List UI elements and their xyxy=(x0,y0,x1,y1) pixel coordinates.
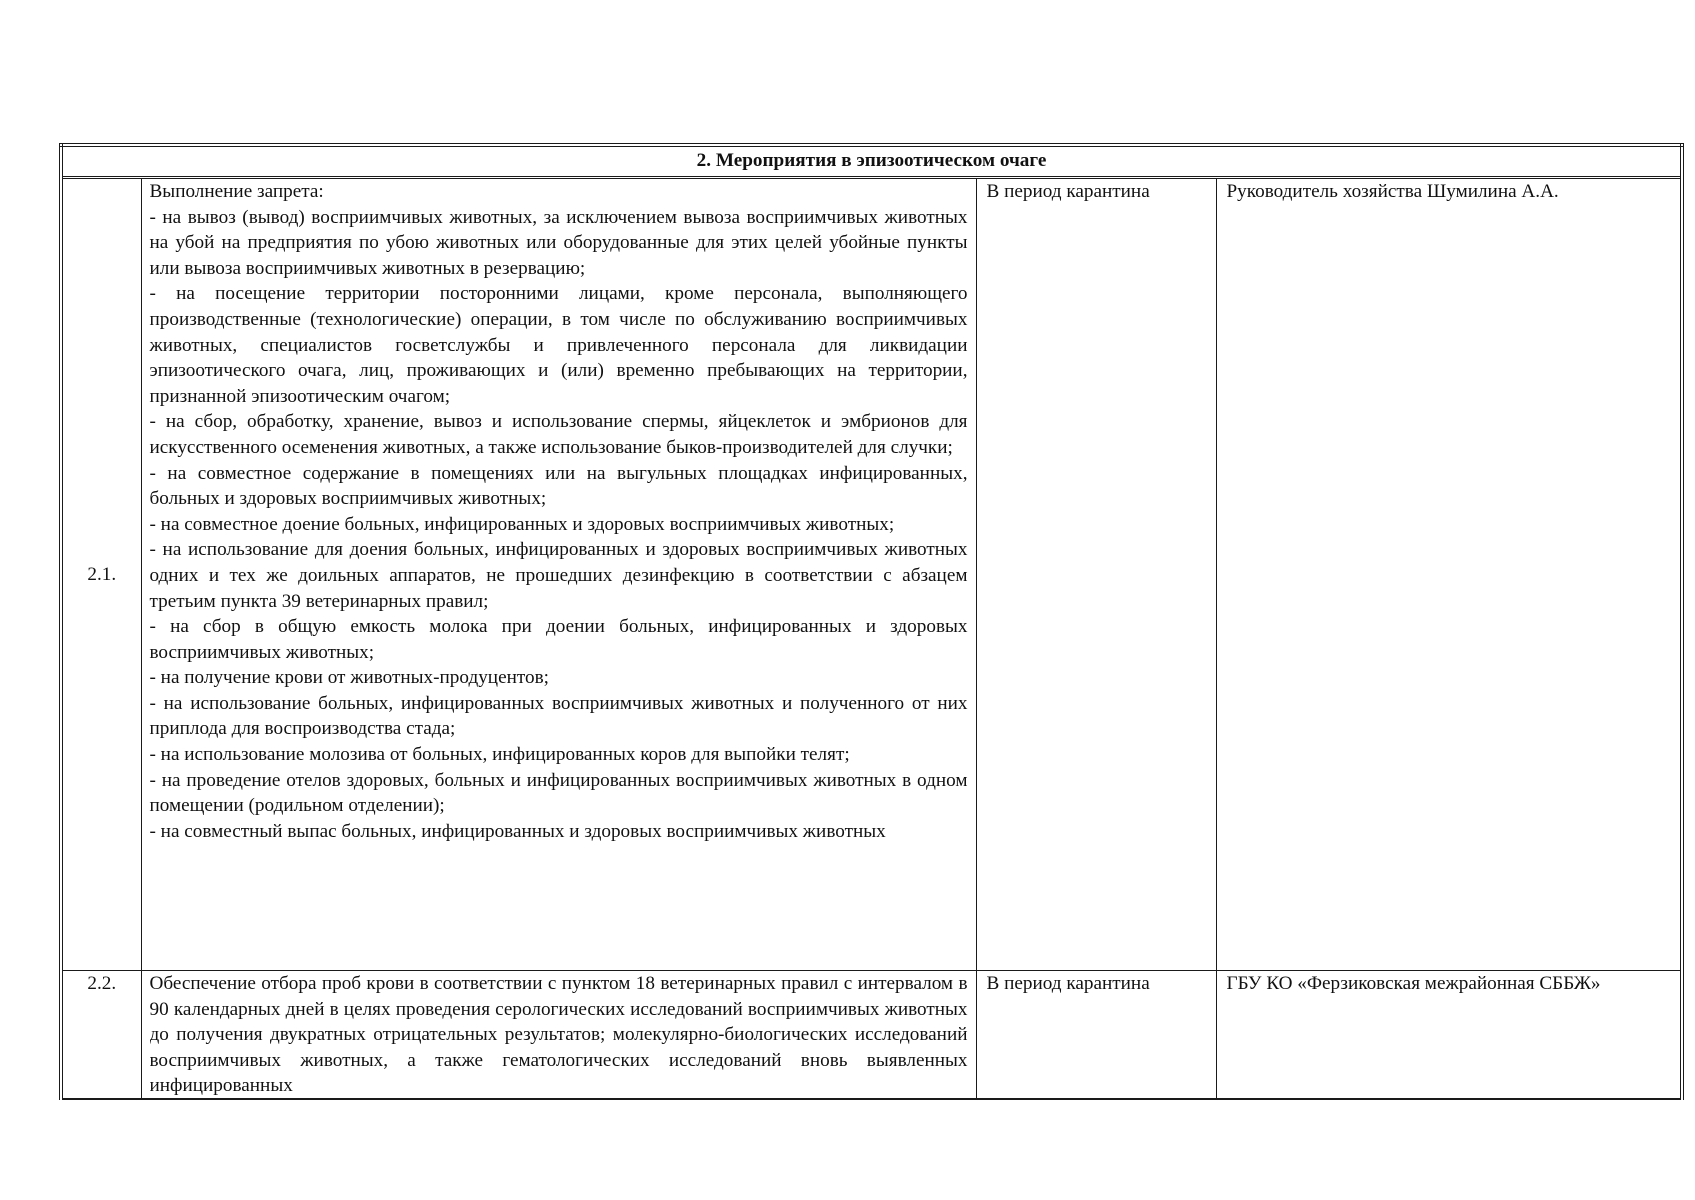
row-number: 2.2. xyxy=(61,971,141,1099)
prohibition-item: - на сбор в общую емкость молока при доении больных, инфицированных и здоровых восприимчивых животных; xyxy=(149,616,968,663)
measure-description xyxy=(141,971,976,1099)
table-row xyxy=(61,971,1682,1099)
prohibition-item: - на использование молозива от больных, инфицированных коров для выпойки телят; xyxy=(149,744,850,766)
prohibition-item: - на получение крови от животных-продуцентов; xyxy=(149,667,549,689)
responsible-cell: ГБУ КО «Ферзиковская межрайонная СББЖ» xyxy=(1216,971,1682,1099)
row-number: 2.1. xyxy=(61,178,141,971)
section-title: 2. Мероприятия в эпизоотическом очаге xyxy=(61,145,1682,178)
section-header-row xyxy=(61,145,1682,178)
measures-table xyxy=(59,143,1684,1100)
measure-intro: Выполнение запрета: xyxy=(149,181,324,202)
table-row xyxy=(61,178,1682,971)
measure-text: Обеспечение отбора проб крови в соответствии с пунктом 18 ветеринарных правил с интервалом в 90 календарных дней в целях проведения серологических исследований восприимчивых животных до получения двукратных отрицательных результатов; молекулярно-биологических исследований восприимчивых животных, а также гематологических исследований вновь выявленных инфицированных xyxy=(149,973,968,1097)
prohibition-item: - на вывоз (вывод) восприимчивых животных, за исключением вывоза восприимчивых животных на убой на предприятия по убою животных или оборудованные для этих целей убойные пункты или вывоза восприимчивых животных в резервацию; xyxy=(149,206,968,279)
responsible-cell: Руководитель хозяйства Шумилина А.А. xyxy=(1216,178,1682,971)
measure-text-clip xyxy=(150,971,968,1097)
prohibition-item: - на использование больных, инфицированных восприимчивых животных и полученного от них приплода для воспроизводства стада; xyxy=(149,692,968,740)
period-cell: В период карантина xyxy=(976,971,1216,1099)
prohibition-item: - на совместное доение больных, инфицированных и здоровых восприимчивых животных; xyxy=(149,513,895,535)
period-cell: В период карантина xyxy=(976,178,1216,971)
prohibition-item: - на совместное содержание в помещениях или на выгульных площадках инфицированных, больных и здоровых восприимчивых животных; xyxy=(149,462,968,510)
prohibition-item: - на использование для доения больных, инфицированных и здоровых восприимчивых животных одних и тех же доильных аппаратов, не прошедших дезинфекцию в соответствии с абзацем третьим пункта 39 ветеринарных правил; xyxy=(149,539,968,612)
measure-description xyxy=(141,178,976,971)
prohibition-item: - на совместный выпас больных, инфицированных и здоровых восприимчивых животных xyxy=(149,820,886,842)
prohibition-item: - на проведение отелов здоровых, больных и инфицированных восприимчивых животных в одном помещении (родильном отделении); xyxy=(149,769,968,817)
prohibition-item: - на сбор, обработку, хранение, вывоз и использование спермы, яйцеклеток и эмбрионов для искусственного осеменения животных, а также использование быков-производителей для случки; xyxy=(149,411,968,458)
prohibition-item: - на посещение территории посторонними лицами, кроме персонала, выполняющего производственные (технологические) операции, в том числе по обслуживанию восприимчивых животных, специалистов госветслужбы и привлеченного персонала для ликвидации эпизоотического очага, лиц, проживающих и (или) временно пребывающих на территории, признанной эпизоотическим очагом; xyxy=(149,283,968,407)
